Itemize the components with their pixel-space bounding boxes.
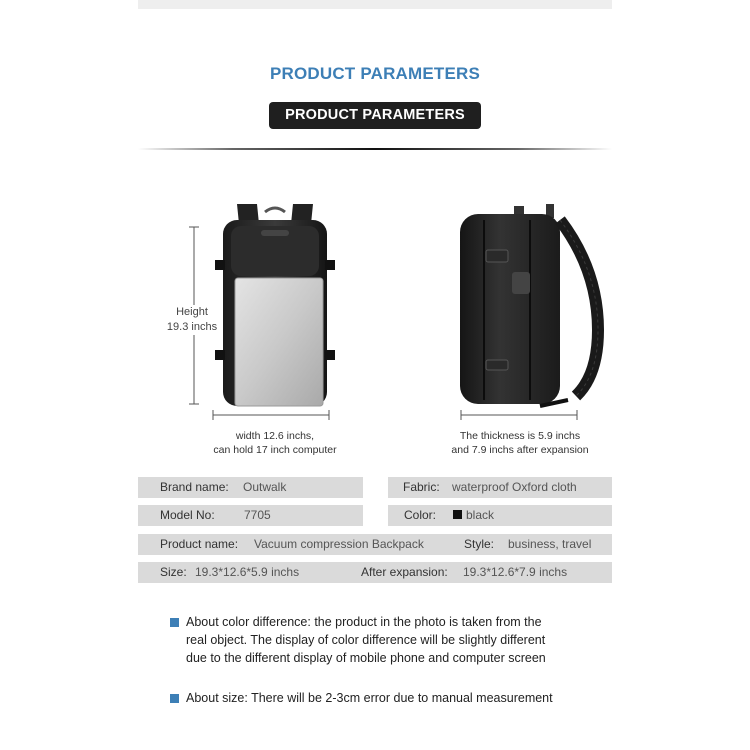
spec-fabric-value: waterproof Oxford cloth xyxy=(452,480,577,494)
spec-after-expansion-label: After expansion: xyxy=(361,565,448,579)
spec-color-label: Color: xyxy=(404,508,437,522)
height-text: Height xyxy=(176,306,208,318)
thickness-caption xyxy=(430,430,610,457)
backpack-front-image xyxy=(205,200,345,410)
note-color-difference xyxy=(170,613,610,667)
note-color-line3: due to the different display of mobile phone and computer screen xyxy=(186,651,546,665)
spec-model-label: Model No: xyxy=(160,508,215,522)
spec-style-label: Style: xyxy=(464,537,495,551)
note-size-text: About size: There will be 2-3cm error due to manual measurement xyxy=(186,691,553,705)
width-dimension-line xyxy=(212,409,330,421)
spec-size-label: Size: xyxy=(160,565,187,579)
spec-color xyxy=(388,505,612,526)
spec-fabric xyxy=(388,477,612,498)
backpack-side-image xyxy=(448,200,610,412)
spec-model xyxy=(138,505,363,526)
width-caption-line2: can hold 17 inch computer xyxy=(213,443,337,456)
spec-product-name xyxy=(138,534,612,555)
section-badge: PRODUCT PARAMETERS xyxy=(269,102,481,129)
spec-size xyxy=(138,562,612,583)
spec-brand-label: Brand name: xyxy=(160,480,229,494)
page-title: PRODUCT PARAMETERS xyxy=(269,64,481,83)
spec-color-value-wrap xyxy=(453,505,494,526)
spec-style-value: business, travel xyxy=(508,537,592,551)
spec-model-value: 7705 xyxy=(244,508,271,522)
note-bullet-icon xyxy=(170,618,179,627)
note-size xyxy=(170,689,610,707)
note-bullet-icon xyxy=(170,694,179,703)
width-caption-line1: width 12.6 inchs, xyxy=(235,430,315,442)
section-divider xyxy=(138,148,612,150)
top-divider-strip xyxy=(138,0,612,9)
thickness-caption-line1: The thickness is 5.9 inchs xyxy=(459,430,581,442)
note-color-line1: About color difference: the product in the photo is taken from the xyxy=(186,615,542,629)
spec-brand xyxy=(138,477,363,498)
spec-after-expansion-value: 19.3*12.6*7.9 inchs xyxy=(463,565,568,579)
height-value: 19.3 inchs xyxy=(166,321,218,333)
spec-brand-value: Outwalk xyxy=(243,480,287,494)
spec-fabric-label: Fabric: xyxy=(403,480,440,494)
spec-color-value: black xyxy=(466,508,495,522)
note-color-text xyxy=(170,613,610,667)
thickness-dimension-line xyxy=(460,409,578,421)
note-color-line2: real object. The display of color difference will be slightly different xyxy=(186,633,546,647)
spec-product-name-label: Product name: xyxy=(160,537,239,551)
color-swatch xyxy=(453,510,462,519)
spec-size-value: 19.3*12.6*5.9 inchs xyxy=(195,565,300,579)
width-caption xyxy=(190,430,360,457)
thickness-caption-line2: and 7.9 inchs after expansion xyxy=(451,443,589,456)
spec-product-name-value: Vacuum compression Backpack xyxy=(254,537,424,551)
